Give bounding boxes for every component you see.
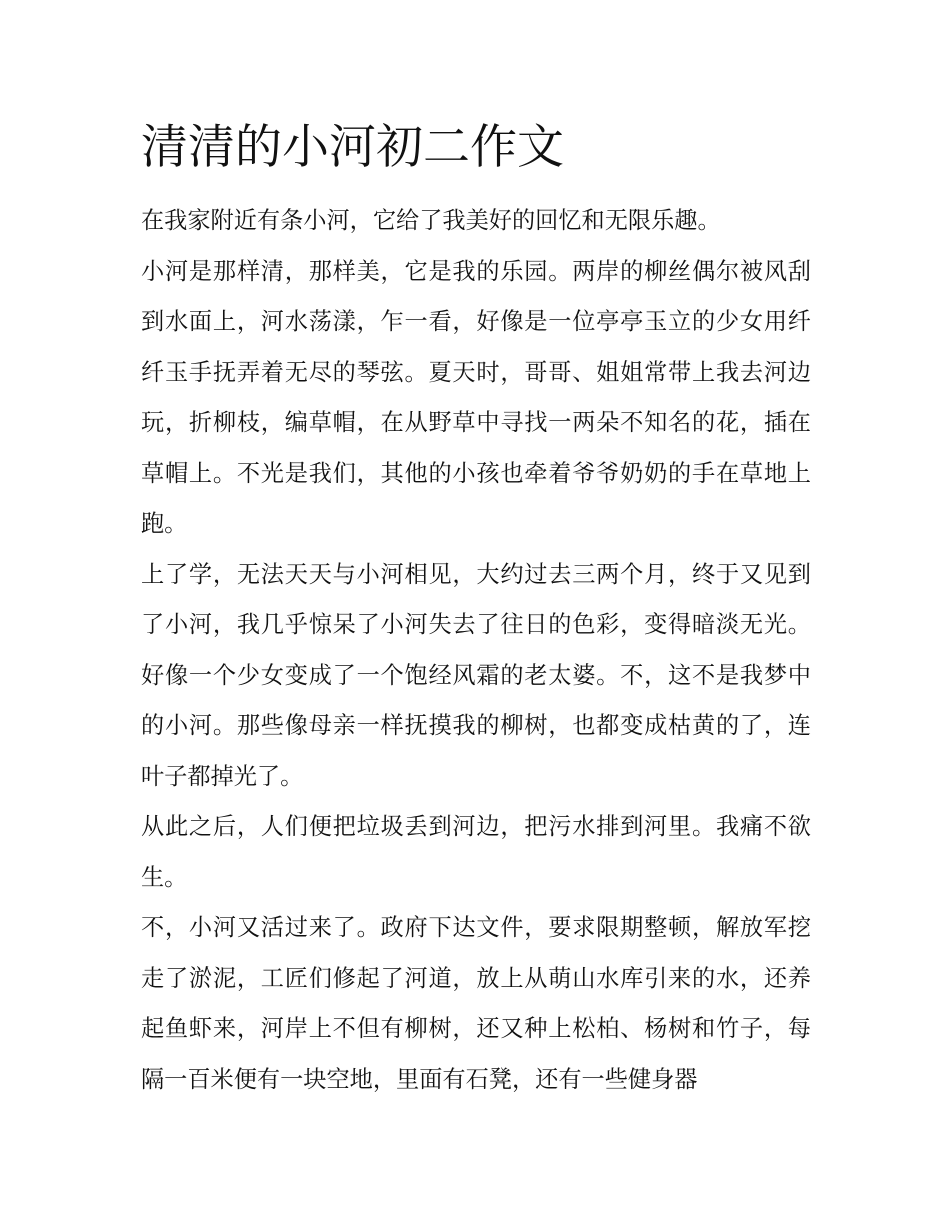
document-title: 清清的小河初二作文 xyxy=(141,120,564,175)
paragraph-1: 在我家附近有条小河，它给了我美好的回忆和无限乐趣。 xyxy=(141,207,721,234)
paragraph-4: 从此之后，人们便把垃圾丢到河边，把污水排到河里。我痛不欲生。 xyxy=(141,813,811,891)
document-page xyxy=(141,118,811,1105)
paragraph-3: 上了学，无法天天与小河相见，大约过去三两个月，终于又见到了小河，我几乎惊呆了小河失去了往日的色彩，变得暗淡无光。好像一个少女变成了一个饱经风霜的老太婆。不，这不是我梦中的小河。那些像母亲一样抚摸我的柳树，也都变成枯黄的了，连叶子都掉光了。 xyxy=(141,560,811,790)
paragraph-5: 不，小河又活过来了。政府下达文件，要求限期整顿，解放军挖走了淤泥，工匠们修起了河道，放上从萌山水库引来的水，还养起鱼虾来，河岸上不但有柳树，还又种上松柏、杨树和竹子，每隔一百米便有一块空地，里面有石凳，还有一些健身器 xyxy=(141,914,811,1093)
paragraph-2: 小河是那样清，那样美，它是我的乐园。两岸的柳丝偶尔被风刮到水面上，河水荡漾，乍一看，好像是一位亭亭玉立的少女用纤纤玉手抚弄着无尽的琴弦。夏天时，哥哥、姐姐常带上我去河边玩，折柳枝，编草帽，在从野草中寻找一两朵不知名的花，插在草帽上。不光是我们，其他的小孩也牵着爷爷奶奶的手在草地上跑。 xyxy=(141,257,811,537)
